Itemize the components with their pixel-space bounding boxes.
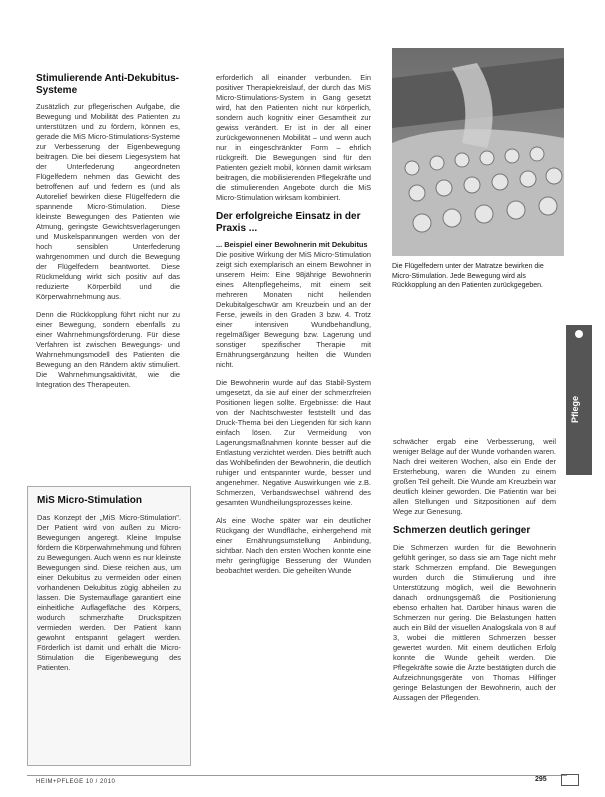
footer-rule: [27, 775, 567, 776]
paragraph: Denn die Rückkopplung führt nicht nur zu einer Bewegung, sondern ebenfalls zu einer Wahrnehmungsförderung. Für diese Verfahren ist zwischen Bewegungs- und Wahrnehmungsmodell des Patienten die Bewegung an den Rändern aktiv stimuliert. Die Wahrnehmungsaktivität, wie die Integration des Therapeuten.: [36, 310, 180, 389]
column-3: [393, 437, 556, 711]
publisher-logo-icon: [561, 774, 579, 786]
info-box: [27, 486, 191, 766]
paragraph: schwächer ergab eine Verbesserung, weil weniger Beläge auf der Wunde vorhanden waren. Nach drei weiteren Wochen, also ein Ende der Ersterhebung, waren die Wunden zu einem großen Teil geheilt. Die Wunde am Kreuzbein war deutlich kleiner geworden. Die Patientin war bei allen Stellungen und Sitzpositionen auf dem Wege zur Genesung.: [393, 437, 556, 516]
mattress-springs-illustration: [392, 48, 564, 256]
paragraph: Die positive Wirkung der MiS Micro-Stimulation zeigt sich exemplarisch an einem Bewohner in unserem Heim: Eine 98jährige Bewohnerin eines Altenpflegeheims, mit einem seit mehreren Monaten nicht heilenden Dekubitalgeschwür am Kreuzbein und an der Ferse, jeweils in den Graden 3 bzw. 4. Trotz einer intensiven Wundbehandlung, regelmäßiger Bewegung bzw. Lagerung und sonstiger spezifischer Therapie mit Ernährungsergänzung heilten die Wunden nicht.: [216, 250, 371, 369]
section-tab: [566, 325, 592, 475]
paragraph: Zusätzlich zur pflegerischen Aufgabe, die Bewegung und Mobilität des Patienten zu unterstützen und zu fördern, können es, gerade die MiS Micro-Stimulations-Systeme zur Verbesserung der Eigenbewegung beitragen. Die bei diesem Liegesystem hat der Unterfederung angeordneten Flügelfedern nehmen das Gewicht des betroffenen auf und federn es (und als Autorelief bewirken diese Flügelfedern die spannende Micro-Stimulation. Diese kleinste Bewegungen des Patienten wie Atmung, geringste Gewichtsverlagerungen und Muskelspannungen werden von der hoch sensiblen Unterfederung wahrgenommen und durch die Bewegung der Flügelfedern beantwortet. Diese Rückmeldung wirkt sich positiv auf das reduzierte Körperbild und die Körperwahrnehmung aus.: [36, 102, 180, 301]
tab-dot-icon: [575, 330, 583, 338]
box-heading: MiS Micro-Stimulation: [37, 495, 142, 506]
subheading: ... Beispiel einer Bewohnerin mit Dekubitus: [216, 240, 368, 249]
section-heading: Schmerzen deutlich geringer: [393, 525, 531, 536]
box-text: Das Konzept der „MiS Micro-Stimulation". Der Patient wird von außen zu Micro-Bewegungen angeregt. Kleine Impulse fördern die Körperwahrnehmung und führen zu Bewegungen. Auch wenn es nur kleinste Bewegungen sind. Diese reichen aus, um einer Dekubitus zu vermeiden oder einen vorhandenen Dekubitus zügig abheilen zu lassen. Die Systemauflage garantiert eine einheitliche Auflagefläche des Körpers, wodurch schmerzhafte Druckspitzen vermieden werden. Der Patient kann gewohnt entspannt gelagert werden. Förderlich ist damit und erhält die Micro-Stimulation die Eigenbewegung des Patienten.: [37, 512, 181, 672]
page-number: 295: [535, 776, 547, 783]
column-2: [216, 73, 371, 584]
column-1: [36, 73, 180, 398]
paragraph: Die Bewohnerin wurde auf das Stabil-System umgesetzt, da sie auf einer der schmerzfreien Positionen liegen sollte. Ergebnisse: die Haut von der Nachtschwester feststellt und das Druck-Thema bei den Liegenden für sich kann einfach lösen. Zur Vermeidung von Lagerungsmaßnahmen konnte besser auf die Entlastung verzichtet werden. Dies betrifft auch das Wohlbefinden der Bewohnerin, die deutlich ruhiger und entspannter wurde, besser und angenehmer. Negative Auswirkungen wie z.B. Schmerzen, Verbandswechsel während des gesamten Wundheilungsprozesses keine.: [216, 378, 371, 507]
footer-publication: HEIM+PFLEGE 10 / 2010: [36, 779, 116, 785]
paragraph: Als eine Woche später war ein deutlicher Rückgang der Wundfläche, einhergehend mit einer Ernährungsumstellung Anbindung, sichtbar. Nach den ersten Wochen konnte eine mehr geringfügige Besserung der Wunden beobachtet werden. Die geheilten Wunde: [216, 516, 371, 575]
paragraph: Die Schmerzen wurden für die Bewohnerin gefühlt geringer, so dass sie am Tage nicht mehr stark Schmerzen empfand. Die Bewegungen wurden durch die Stimulierung und ihre Unterstützung möglich, weil die Bewohnerin danach ordnungsgemäß die Positionierung ebenso erhalten hat. Darüber hinaus waren die Schmerzen nur gering. Die Belastungen hatten auch ein Bild der visuellen Analogskala von 8 auf 3, wobei die mittleren Schmerzen besser gewertet wurden. Mit einem deutlichen Erfolg konnte die Wunde geheilt werden. Die Pflegekräfte sowie die Ärzte bestätigten durch die Aufzeichnungsgeräte von Thomas Hilfinger geringe Belastungen der Bewohnerin, auch der Aussagen der Pflegenden.: [393, 542, 556, 702]
section-heading: Stimulierende Anti-Dekubitus-Systeme: [36, 73, 179, 96]
photo-caption: Die Flügelfedern unter der Matratze bewirken die Micro-Stimulation. Jede Bewegung wird als Rückkopplung an den Patienten zurückgegeben.: [392, 263, 544, 289]
section-heading: Der erfolgreiche Einsatz in der Praxis ...: [216, 211, 361, 234]
paragraph: erforderlich all einander verbunden. Ein positiver Therapiekreislauf, der durch das MiS Micro-Stimulations-System in Gang gesetzt wird, hat den Patienten nicht nur körperlich, sondern auch kognitiv einer Gesamtheit zur gewiss verändert. Er ist in der all einer zurückgewonnenen Mobilität – und wenn auch nur in eingeschränkter Form – ehrlich rückgreift. Die Bewegungen sind für den Patienten gezielt mobil, können damit wirksam beitragen, die mobilisierenden Pflegekräfte und die stimulierenden Angebote durch die MiS Micro-Stimulation wirksam kombiniert.: [216, 73, 371, 202]
product-photo: [392, 48, 564, 256]
section-tab-label: Pflege: [570, 395, 580, 423]
